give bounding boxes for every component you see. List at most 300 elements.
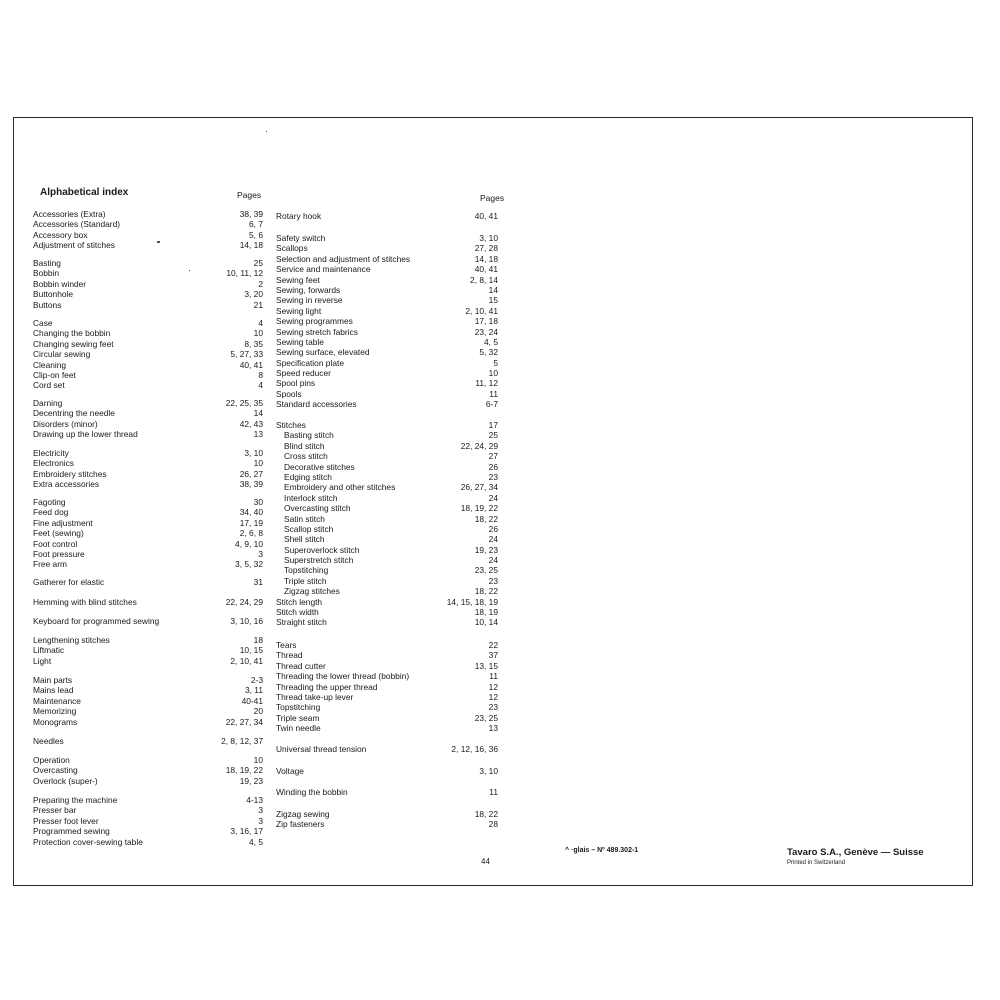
index-group — [33, 209, 263, 251]
index-pages: 24 — [488, 492, 498, 503]
index-entry — [33, 826, 263, 836]
index-pages: 40, 41 — [474, 211, 498, 221]
index-entry — [276, 702, 498, 712]
index-entry — [276, 565, 498, 575]
index-pages: 42, 43 — [239, 418, 263, 429]
index-entry — [33, 219, 263, 229]
index-pages: 24 — [488, 534, 498, 545]
index-entry — [276, 650, 498, 660]
index-term: Threading the lower thread (bobbin) — [276, 671, 410, 682]
index-entry — [33, 339, 263, 349]
index-group — [276, 766, 498, 776]
index-term: Fagoting — [33, 497, 66, 507]
index-entry — [33, 429, 263, 439]
index-entry — [33, 360, 263, 370]
index-pages: 3, 16, 17 — [230, 826, 263, 837]
index-pages: 20 — [253, 706, 263, 717]
index-pages: 34, 40 — [239, 507, 263, 518]
index-term: Circular sewing — [33, 349, 91, 360]
index-pages: 10 — [253, 755, 263, 765]
index-term: Accessories (Standard) — [33, 219, 121, 230]
index-pages: 3, 5, 32 — [235, 559, 263, 570]
index-pages: 23, 25 — [474, 565, 498, 576]
index-entry — [33, 479, 263, 489]
index-pages: 18, 19, 22 — [460, 503, 498, 514]
index-entry — [276, 482, 498, 492]
index-term: Embroidery stitches — [33, 468, 107, 479]
index-entry — [33, 469, 263, 479]
index-entry — [276, 692, 498, 702]
index-group — [33, 258, 263, 310]
index-entry — [276, 275, 498, 285]
index-pages: 3 — [258, 815, 263, 826]
index-pages: 2, 8, 14 — [470, 274, 498, 285]
index-group — [33, 398, 263, 440]
index-pages: 38, 39 — [239, 479, 263, 490]
index-term: Zigzag sewing — [276, 809, 330, 819]
index-entry — [33, 370, 263, 380]
index-group — [33, 318, 263, 391]
index-pages: 10, 15 — [239, 645, 263, 656]
index-entry — [276, 347, 498, 357]
index-term: Cleaning — [33, 359, 67, 370]
index-entry — [33, 776, 263, 786]
index-pages: 11 — [489, 787, 498, 797]
index-term: Overcasting stitch — [284, 503, 351, 514]
index-term: Basting — [33, 258, 61, 268]
index-entry — [276, 545, 498, 555]
index-entry — [33, 645, 263, 655]
index-term: Accessories (Extra) — [33, 209, 106, 219]
index-group — [33, 597, 263, 607]
index-term: Cross stitch — [284, 451, 328, 462]
index-term: Sewing stretch fabrics — [276, 326, 358, 337]
index-term: Scallops — [276, 243, 308, 254]
index-entry — [33, 507, 263, 517]
index-term: Zip fasteners — [276, 819, 325, 830]
index-term: Buttons — [33, 299, 62, 310]
pages-header-left: Pages — [237, 190, 262, 200]
index-entry — [33, 518, 263, 528]
index-term: Maintenance — [33, 695, 81, 706]
index-term: Accessory box — [33, 229, 88, 240]
index-pages: 18, 19, 22 — [225, 765, 263, 776]
index-entry — [276, 295, 498, 305]
index-entry — [33, 656, 263, 666]
index-term: Triple stitch — [284, 575, 327, 586]
index-entry — [33, 696, 263, 706]
index-term: Hemming with blind stitches — [33, 597, 137, 607]
index-pages: 17 — [488, 420, 498, 430]
index-pages: 2, 12, 16, 36 — [451, 744, 498, 754]
index-term: Overlock (super-) — [33, 775, 98, 786]
index-pages: 38, 39 — [239, 209, 263, 219]
index-entry — [276, 524, 498, 534]
index-entry — [276, 766, 498, 776]
index-entry — [33, 597, 263, 607]
index-entry — [276, 809, 498, 819]
index-term: Case — [33, 318, 53, 328]
index-pages: 18, 22 — [474, 809, 498, 819]
index-term: Feed dog — [33, 507, 69, 518]
index-entry — [33, 419, 263, 429]
index-pages: 18 — [253, 635, 263, 645]
index-pages: 30 — [253, 497, 263, 507]
index-entry — [276, 243, 498, 253]
index-term: Keyboard for programmed sewing — [33, 616, 160, 626]
index-pages: 18, 22 — [474, 513, 498, 524]
index-term: Decorative stitches — [284, 461, 355, 472]
index-term: Programmed sewing — [33, 826, 110, 837]
index-term: Zigzag stitches — [284, 586, 340, 597]
index-term: Topstitching — [284, 565, 329, 576]
index-group — [33, 497, 263, 570]
scan-speck — [157, 241, 160, 243]
index-entry — [33, 816, 263, 826]
index-term: Safety switch — [276, 233, 326, 243]
index-pages: 12 — [488, 681, 498, 692]
index-entry — [276, 420, 498, 430]
index-entry — [33, 559, 263, 569]
index-pages: 13 — [488, 723, 498, 734]
index-entry — [33, 318, 263, 328]
index-entry — [33, 706, 263, 716]
index-pages: 40, 41 — [239, 359, 263, 370]
index-term: Stitch width — [276, 607, 319, 618]
index-pages: 6, 7 — [249, 219, 263, 230]
index-pages: 4-13 — [246, 795, 263, 805]
index-entry — [276, 682, 498, 692]
index-pages: 4, 5 — [249, 836, 263, 847]
index-term: Light — [33, 655, 52, 666]
index-entry — [33, 240, 263, 250]
index-entry — [33, 765, 263, 775]
index-pages: 28 — [488, 819, 498, 830]
index-entry — [276, 368, 498, 378]
index-pages: 18, 22 — [474, 586, 498, 597]
index-entry — [33, 279, 263, 289]
index-entry — [276, 576, 498, 586]
index-entry — [33, 675, 263, 685]
index-entry — [276, 787, 498, 797]
index-entry — [33, 736, 263, 746]
index-pages: 26 — [488, 461, 498, 472]
index-entry — [276, 555, 498, 565]
index-term: Specification plate — [276, 357, 344, 368]
index-term: Edging stitch — [284, 471, 332, 482]
index-term: Drawing up the lower thread — [33, 429, 138, 440]
index-entry — [33, 408, 263, 418]
index-entry — [33, 549, 263, 559]
index-pages: 24 — [488, 555, 498, 566]
index-group — [276, 744, 498, 754]
index-entry — [276, 316, 498, 326]
page-number: 44 — [481, 857, 490, 866]
index-term: Darning — [33, 398, 63, 408]
index-pages: 4 — [258, 318, 263, 328]
index-term: Decentring the needle — [33, 408, 115, 419]
index-entry — [276, 597, 498, 607]
index-term: Straight stitch — [276, 617, 327, 628]
index-term: Clip-on feet — [33, 369, 76, 380]
index-entry — [33, 616, 263, 626]
index-entry — [276, 327, 498, 337]
index-entry — [33, 717, 263, 727]
index-pages: 5, 32 — [479, 347, 498, 358]
index-group — [33, 635, 263, 666]
index-pages: 23 — [488, 702, 498, 713]
index-term: Extra accessories — [33, 479, 100, 490]
index-entry — [276, 441, 498, 451]
index-entry — [276, 534, 498, 544]
index-term: Preparing the machine — [33, 795, 118, 805]
index-term: Overcasting — [33, 765, 78, 776]
index-pages: 27, 28 — [474, 243, 498, 254]
index-entry — [33, 805, 263, 815]
index-term: Stitches — [276, 420, 306, 430]
index-group — [33, 736, 263, 746]
index-term: Buttonhole — [33, 289, 74, 300]
index-entry — [33, 300, 263, 310]
index-entry — [276, 472, 498, 482]
index-pages: 22, 25, 35 — [225, 398, 263, 408]
index-pages: 40, 41 — [474, 264, 498, 275]
index-pages: 17, 19 — [239, 517, 263, 528]
index-entry — [276, 399, 498, 409]
index-entry — [276, 306, 498, 316]
index-term: Thread — [276, 650, 303, 661]
index-pages: 23 — [488, 575, 498, 586]
index-term: Presser foot lever — [33, 815, 99, 826]
index-term: Interlock stitch — [284, 492, 338, 503]
index-term: Sewing feet — [276, 274, 320, 285]
index-pages: 14 — [253, 408, 263, 419]
index-pages: 14, 18 — [474, 253, 498, 264]
index-entry — [33, 539, 263, 549]
index-term: Fine adjustment — [33, 517, 93, 528]
index-pages: 11 — [489, 671, 498, 682]
index-term: Liftmatic — [33, 645, 65, 656]
index-pages: 10 — [488, 368, 498, 379]
index-pages: 3 — [258, 548, 263, 559]
index-pages: 5, 6 — [249, 229, 263, 240]
index-entry — [276, 607, 498, 617]
index-entry — [276, 451, 498, 461]
index-pages: 3, 20 — [244, 289, 263, 300]
index-term: Sewing table — [276, 336, 324, 347]
index-pages: 23 — [488, 471, 498, 482]
index-entry — [33, 837, 263, 847]
index-pages: 26, 27 — [239, 468, 263, 479]
publisher-name: Tavaro S.A., Genève — Suisse — [787, 847, 924, 858]
index-pages: 10 — [253, 328, 263, 339]
index-pages: 22, 27, 34 — [225, 716, 263, 727]
index-group — [276, 787, 498, 797]
index-pages: 26 — [488, 523, 498, 534]
index-term: Sewing programmes — [276, 316, 353, 327]
index-entry — [276, 819, 498, 829]
index-pages: 3 — [258, 805, 263, 816]
index-pages: 19, 23 — [239, 775, 263, 786]
index-term: Twin needle — [276, 723, 321, 734]
index-entry — [33, 755, 263, 765]
index-term: Thread take-up lever — [276, 691, 354, 702]
index-term: Changing sewing feet — [33, 338, 114, 349]
index-entry — [276, 389, 498, 399]
index-term: Superoverlock stitch — [284, 544, 360, 555]
index-entry — [33, 268, 263, 278]
index-pages: 4, 5 — [484, 336, 498, 347]
index-group — [33, 675, 263, 727]
index-pages: 26, 27, 34 — [460, 482, 498, 493]
index-entry — [276, 254, 498, 264]
index-pages: 2, 6, 8 — [239, 528, 263, 539]
index-entry — [276, 378, 498, 388]
index-term: Memorizing — [33, 706, 77, 717]
index-pages: 10, 14 — [474, 617, 498, 628]
index-term: Standard accessories — [276, 399, 357, 410]
index-term: Spools — [276, 388, 302, 399]
index-group — [33, 577, 263, 587]
index-pages: 8, 35 — [244, 338, 263, 349]
index-pages: 21 — [253, 299, 263, 310]
index-term: Cord set — [33, 380, 65, 391]
index-pages: 31 — [253, 577, 263, 587]
index-pages: 2-3 — [250, 675, 263, 685]
index-pages: 3, 11 — [244, 685, 263, 696]
index-group — [276, 640, 498, 734]
index-term: Main parts — [33, 675, 73, 685]
index-pages: 3, 10 — [244, 448, 263, 458]
index-pages: 22 — [488, 640, 498, 650]
index-group — [276, 420, 498, 628]
index-pages: 8 — [258, 369, 263, 380]
index-term: Rotary hook — [276, 211, 322, 221]
index-pages: 23, 24 — [474, 326, 498, 337]
index-term: Selection and adjustment of stitches — [276, 253, 411, 264]
index-term: Triple seam — [276, 712, 320, 723]
index-pages: 22, 24, 29 — [225, 597, 263, 607]
index-term: Thread cutter — [276, 660, 326, 671]
index-entry — [276, 493, 498, 503]
index-group — [276, 233, 498, 410]
index-entry — [33, 685, 263, 695]
index-title: Alphabetical index — [40, 187, 129, 198]
index-entry — [276, 358, 498, 368]
index-entry — [276, 514, 498, 524]
index-entry — [33, 328, 263, 338]
index-entry — [276, 337, 498, 347]
index-term: Foot control — [33, 538, 78, 549]
index-pages: 10, 11, 12 — [226, 268, 263, 279]
index-entry — [33, 635, 263, 645]
index-entry — [33, 349, 263, 359]
index-term: Spool pins — [276, 378, 316, 389]
index-term: Lengthening stitches — [33, 635, 110, 645]
index-term: Bobbin winder — [33, 278, 87, 289]
index-term: Mains lead — [33, 685, 74, 696]
index-term: Needles — [33, 736, 64, 746]
index-pages: 4 — [258, 380, 263, 391]
index-term: Blind stitch — [284, 440, 325, 451]
index-entry — [33, 289, 263, 299]
index-term: Voltage — [276, 766, 304, 776]
index-entry — [33, 795, 263, 805]
index-pages: 2, 10, 41 — [230, 655, 263, 666]
index-pages: 12 — [488, 691, 498, 702]
index-pages: 40-41 — [241, 695, 263, 706]
index-term: Embroidery and other stitches — [284, 482, 396, 493]
index-group — [276, 809, 498, 830]
index-group — [276, 211, 498, 221]
index-term: Presser bar — [33, 805, 77, 816]
index-term: Sewing in reverse — [276, 295, 343, 306]
index-entry — [33, 528, 263, 538]
index-pages: 3, 10 — [479, 766, 498, 776]
index-pages: 22, 24, 29 — [460, 440, 498, 451]
index-term: Gatherer for elastic — [33, 577, 105, 587]
index-pages: 11 — [489, 388, 498, 399]
document-code: ^ ·glais – Nº 489.302-1 — [565, 847, 639, 854]
index-pages: 25 — [488, 430, 498, 441]
index-term: Feet (sewing) — [33, 528, 84, 539]
index-term: Sewing light — [276, 305, 322, 316]
index-entry — [276, 233, 498, 243]
index-term: Superstretch stitch — [284, 555, 354, 566]
index-entry — [33, 230, 263, 240]
index-term: Scallop stitch — [284, 523, 334, 534]
index-term: Changing the bobbin — [33, 328, 111, 339]
index-pages: 10 — [253, 458, 263, 469]
index-entry — [276, 723, 498, 733]
index-pages: 5, 27, 33 — [230, 349, 263, 360]
index-entry — [276, 430, 498, 440]
index-group — [33, 448, 263, 490]
index-entry — [33, 380, 263, 390]
index-entry — [276, 661, 498, 671]
index-term: Tears — [276, 640, 297, 650]
index-entry — [33, 398, 263, 408]
index-term: Protection cover-sewing table — [33, 836, 143, 847]
index-entry — [276, 671, 498, 681]
index-term: Sewing surface, elevated — [276, 347, 370, 358]
index-entry — [276, 617, 498, 627]
index-term: Satin stitch — [284, 513, 325, 524]
index-term: Topstitching — [276, 702, 321, 713]
index-pages: 25 — [253, 258, 263, 268]
index-pages: 13, 15 — [474, 660, 498, 671]
index-pages: 3, 10, 16 — [230, 616, 263, 626]
index-pages: 11, 12 — [475, 378, 498, 389]
scan-speck — [189, 270, 190, 271]
index-term: Stitch length — [276, 596, 323, 607]
index-pages: 14 — [488, 284, 498, 295]
index-entry — [276, 586, 498, 596]
index-term: Electricity — [33, 448, 69, 458]
index-term: Electronics — [33, 458, 74, 469]
index-pages: 15 — [488, 295, 498, 306]
index-term: Foot pressure — [33, 548, 85, 559]
index-pages: 14, 18 — [239, 240, 263, 251]
pages-header-right: Pages — [480, 193, 505, 203]
index-term: Shell stitch — [284, 534, 325, 545]
index-entry — [276, 503, 498, 513]
index-group — [33, 755, 263, 786]
scan-speck — [266, 131, 267, 132]
index-term: Service and maintenance — [276, 264, 371, 275]
index-group — [33, 616, 263, 626]
index-pages: 13 — [253, 429, 263, 440]
